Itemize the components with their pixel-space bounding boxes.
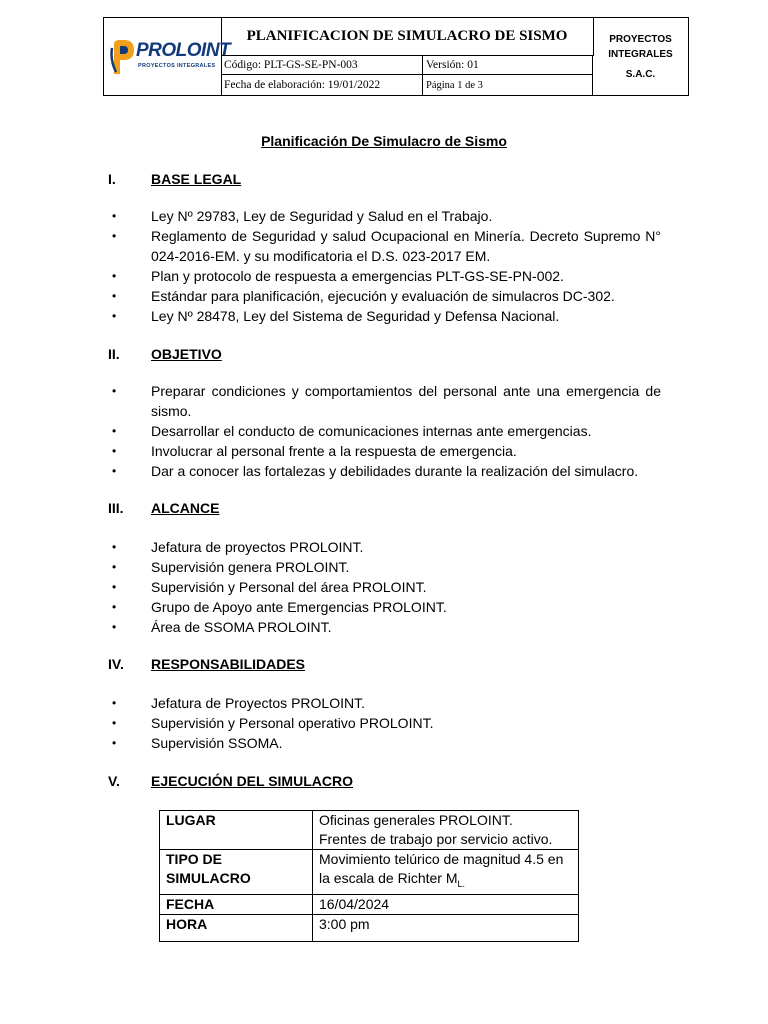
section-title: EJECUCIÓN DEL SIMULACRO	[151, 773, 353, 789]
bullet-icon: •	[112, 696, 117, 710]
list-item: • Área de SSOMA PROLOINT.	[112, 619, 332, 635]
bullet-icon: •	[112, 560, 117, 574]
table-row	[160, 894, 579, 914]
table-value-hora: 3:00 pm	[313, 914, 579, 941]
table-row	[160, 914, 579, 941]
document-title: Planificación De Simulacro de Sismo	[261, 133, 507, 149]
table-key-hora: HORA	[160, 914, 313, 941]
bullet-icon: •	[112, 736, 117, 750]
list-item: • Desarrollar el conducto de comunicaciones internas ante emergencias.	[112, 423, 592, 439]
table-value-tipo: Movimiento telúrico de magnitud 4.5 en la escala de Richter $M_{L.}$	[313, 850, 579, 895]
bullet-icon: •	[112, 309, 117, 323]
logo-tagline: PROYECTOS INTEGRALES	[138, 63, 216, 69]
list-item: • Plan y protocolo de respuesta a emergencias PLT-GS-SE-PN-002.	[112, 268, 564, 284]
bullet-icon: •	[112, 269, 117, 283]
company-name	[593, 18, 688, 95]
logo-mark-icon	[110, 38, 136, 78]
document-date: Fecha de elaboración: 19/01/2022	[221, 75, 423, 95]
section-title: OBJETIVO	[151, 346, 222, 362]
table-key-lugar: LUGAR	[160, 811, 313, 850]
section-number: III.	[108, 500, 124, 516]
bullet-icon: •	[112, 464, 117, 478]
company-line-3: S.A.C.	[625, 68, 656, 80]
bullet-icon: •	[112, 620, 117, 634]
list-item: • Estándar para planificación, ejecución y evaluación de simulacros DC-302.	[112, 288, 615, 304]
list-item: • Supervisión genera PROLOINT.	[112, 559, 350, 575]
bullet-icon: •	[112, 444, 117, 458]
company-line-1: PROYECTOS	[609, 33, 672, 45]
section-number: IV.	[108, 656, 124, 672]
document-version: Versión: 01	[423, 55, 593, 75]
logo-cell	[104, 18, 231, 95]
section-number: V.	[108, 773, 120, 789]
bullet-icon: •	[112, 716, 117, 730]
company-logo	[110, 38, 231, 78]
table-row	[160, 811, 579, 850]
responsabilidades-list	[108, 693, 661, 753]
list-item: • Supervisión y Personal del área PROLOINT.	[112, 579, 427, 595]
logo-brand: PROLOINT	[136, 40, 231, 61]
bullet-icon: •	[112, 289, 117, 303]
list-item: • Reglamento de Seguridad y salud Ocupacional en Minería. Decreto Supremo N° 024-2016-EM. y su modificatoria el D.S. 023-2017 EM.	[112, 228, 661, 264]
header-title: PLANIFICACION DE SIMULACRO DE SISMO	[221, 18, 594, 56]
bullet-icon: •	[112, 384, 117, 398]
list-item: • Dar a conocer las fortalezas y debilidades durante la realización del simulacro.	[112, 463, 639, 479]
bullet-icon: •	[112, 209, 117, 223]
list-item: • Jefatura de Proyectos PROLOINT.	[112, 695, 365, 711]
page-number: Página 1 de 3	[423, 75, 593, 95]
list-item: • Preparar condiciones y comportamientos del personal ante una emergencia de sismo.	[112, 383, 661, 419]
table-value-lugar: Oficinas generales PROLOINT. Frentes de trabajo por servicio activo.	[313, 811, 579, 850]
bullet-icon: •	[112, 540, 117, 554]
section-title: BASE LEGAL	[151, 171, 242, 187]
table-value-fecha: 16/04/2024	[313, 894, 579, 914]
bullet-icon: •	[112, 580, 117, 594]
bullet-icon: •	[112, 424, 117, 438]
section-title: RESPONSABILIDADES	[151, 656, 306, 672]
list-item: • Supervisión SSOMA.	[112, 735, 283, 751]
section-title: ALCANCE	[151, 500, 220, 516]
bullet-icon: •	[112, 229, 117, 243]
table-key-fecha: FECHA	[160, 894, 313, 914]
section-number: I.	[108, 171, 116, 187]
execution-table	[159, 810, 579, 942]
bullet-icon: •	[112, 600, 117, 614]
table-row	[160, 850, 579, 895]
section-number: II.	[108, 346, 120, 362]
alcance-list	[108, 537, 661, 637]
table-key-tipo: TIPO DE SIMULACRO	[160, 850, 313, 895]
list-item: • Involucrar al personal frente a la respuesta de emergencia.	[112, 443, 517, 459]
base-legal-list	[108, 206, 661, 326]
document-header	[103, 17, 689, 96]
list-item: • Supervisión y Personal operativo PROLOINT.	[112, 715, 434, 731]
list-item: • Ley Nº 29783, Ley de Seguridad y Salud en el Trabajo.	[112, 208, 493, 224]
list-item: • Jefatura de proyectos PROLOINT.	[112, 539, 364, 555]
document-code: Código: PLT-GS-SE-PN-003	[221, 55, 423, 75]
list-item: • Ley Nº 28478, Ley del Sistema de Seguridad y Defensa Nacional.	[112, 308, 560, 324]
list-item: • Grupo de Apoyo ante Emergencias PROLOINT.	[112, 599, 447, 615]
company-line-2: INTEGRALES	[608, 48, 673, 60]
objetivo-list	[108, 381, 661, 481]
